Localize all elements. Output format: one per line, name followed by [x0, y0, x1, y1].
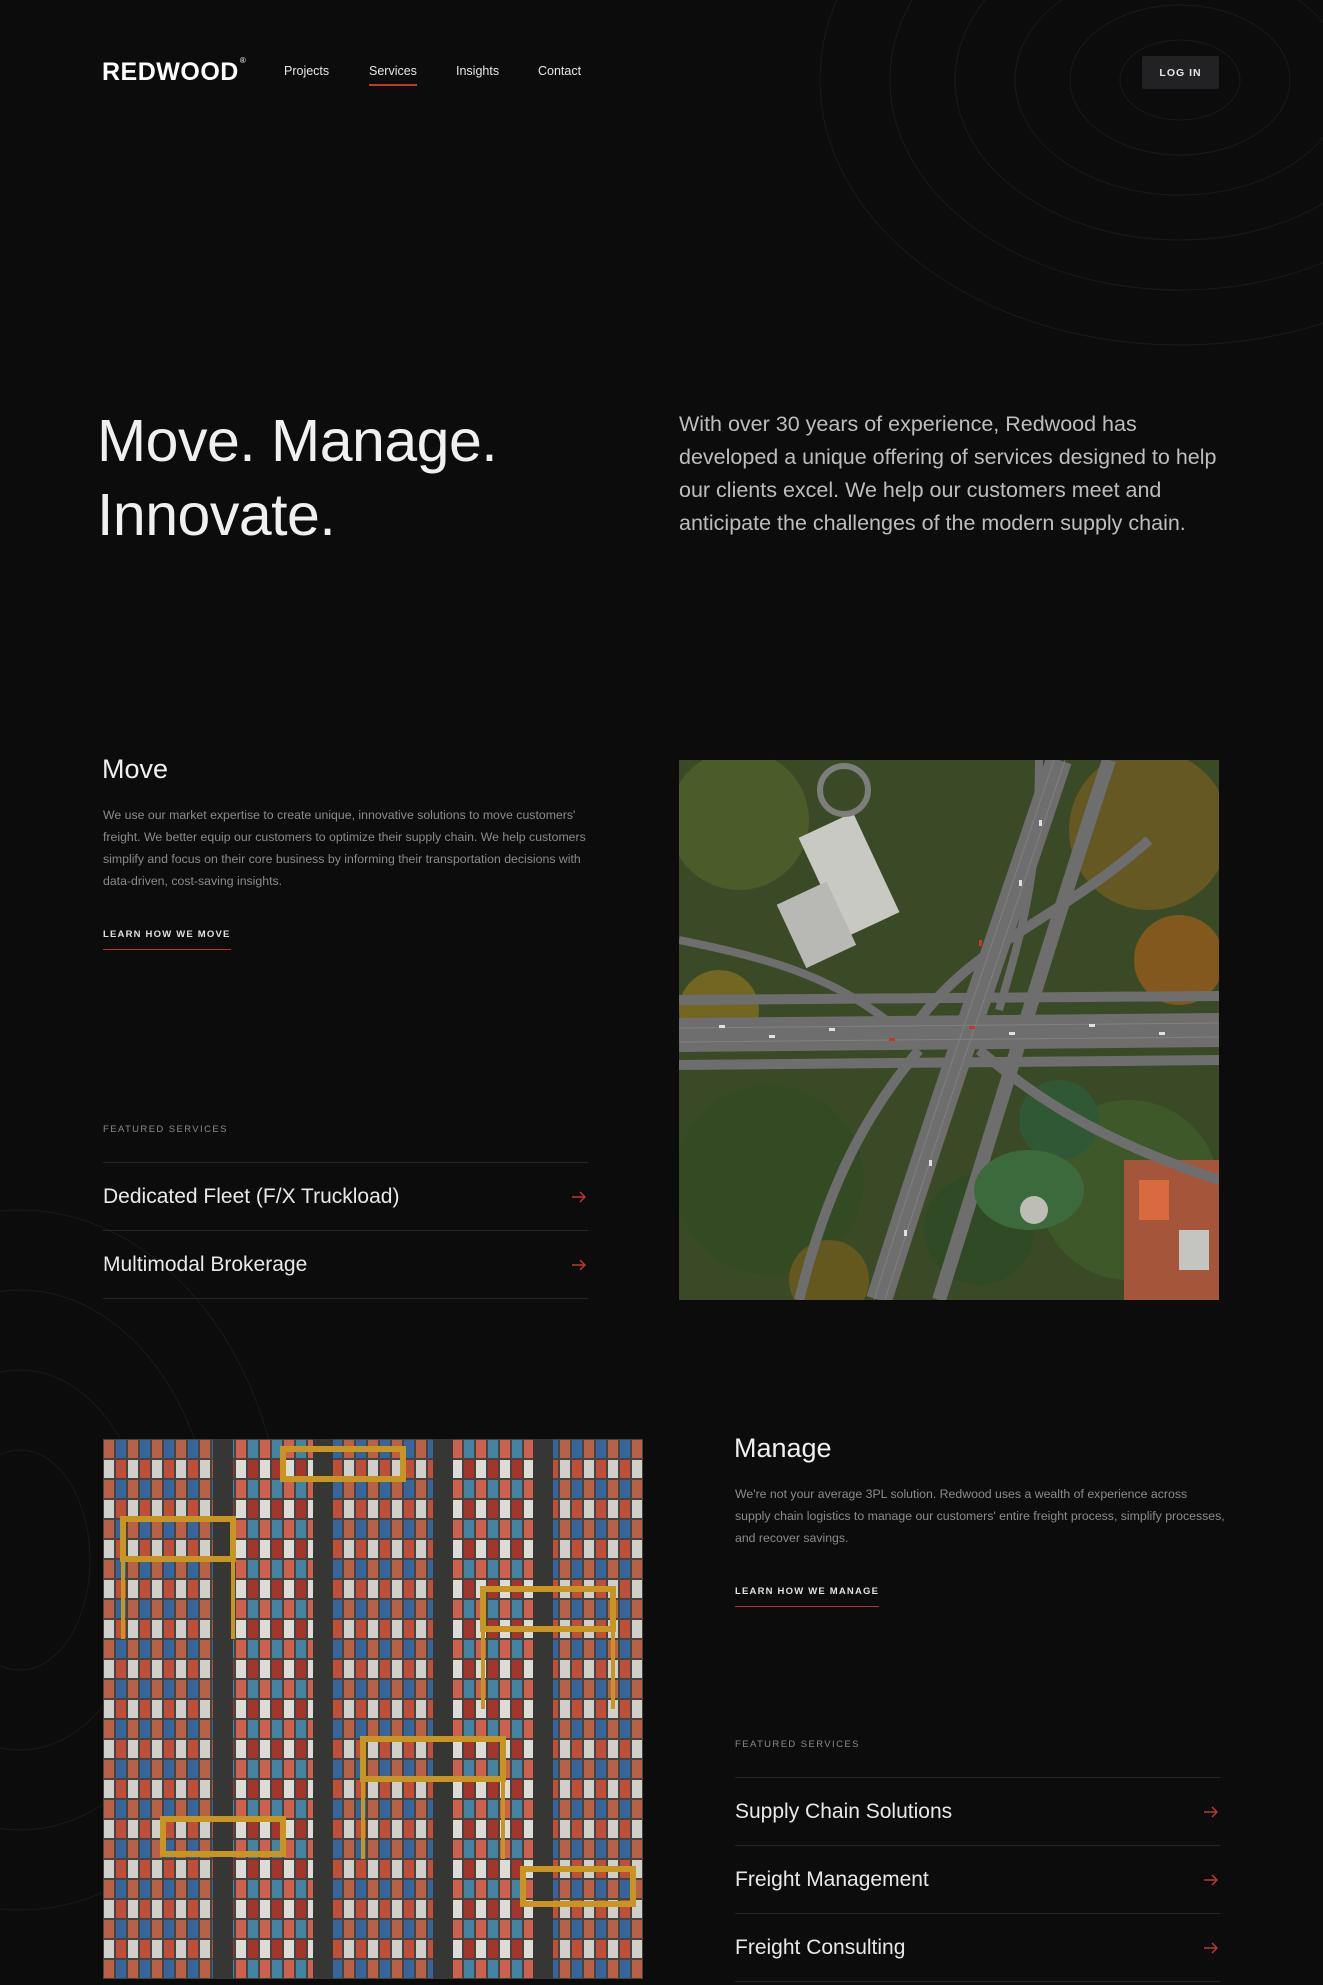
nav-contact[interactable]: Contact	[538, 64, 582, 78]
brand-logo[interactable]	[102, 58, 246, 87]
arrow-right-icon	[570, 1258, 588, 1272]
nav-projects[interactable]: Projects	[284, 64, 330, 78]
shipping-port-photo	[103, 1439, 643, 1979]
registered-mark: ®	[239, 56, 247, 65]
hero-title	[97, 404, 657, 552]
service-name: Freight Consulting	[735, 1935, 906, 1959]
arrow-right-icon	[570, 1190, 588, 1204]
arrow-right-icon	[1202, 1805, 1220, 1819]
service-name: Dedicated Fleet (F/X Truckload)	[103, 1184, 400, 1208]
service-name: Multimodal Brokerage	[103, 1252, 308, 1276]
learn-how-we-manage-link[interactable]: LEARN HOW WE MANAGE	[735, 1586, 879, 1607]
manage-title: Manage	[734, 1433, 832, 1463]
manage-services-list	[735, 1777, 1220, 1982]
highway-interchange-photo	[679, 760, 1219, 1300]
arrow-right-icon	[1202, 1873, 1220, 1887]
service-row-dedicated-fleet[interactable]	[103, 1163, 588, 1231]
move-title: Move	[102, 754, 169, 784]
hero-description: With over 30 years of experience, Redwood has developed a unique offering of services designed to help our clients excel. We help our customers meet and anticipate the challenges of the modern supply chain.	[679, 412, 1217, 535]
move-featured-label: FEATURED SERVICES	[103, 1124, 228, 1135]
move-services-list	[103, 1162, 588, 1299]
nav-insights[interactable]: Insights	[456, 64, 500, 78]
nav-services[interactable]: Services	[369, 64, 417, 78]
hero-title-line-1: Move. Manage.	[97, 408, 498, 474]
service-row-freight-consulting[interactable]	[735, 1914, 1220, 1982]
service-row-supply-chain-solutions[interactable]	[735, 1778, 1220, 1846]
manage-featured-label: FEATURED SERVICES	[735, 1739, 860, 1750]
hero-title-line-2: Innovate.	[97, 482, 336, 548]
service-name: Freight Management	[735, 1867, 929, 1891]
login-button[interactable]: LOG IN	[1142, 56, 1219, 89]
service-row-freight-management[interactable]	[735, 1846, 1220, 1914]
move-body: We use our market expertise to create unique, innovative solutions to move customers' freight. We better equip our customers to optimize their supply chain. We help customers simplify and focus on their core business by informing their transportation decisions with data-driven, cost-saving insights.	[103, 808, 586, 888]
service-row-multimodal-brokerage[interactable]	[103, 1231, 588, 1299]
learn-how-we-move-link[interactable]: LEARN HOW WE MOVE	[103, 929, 231, 950]
brand-name: REDWOOD	[102, 58, 239, 86]
manage-body: We're not your average 3PL solution. Redwood uses a wealth of experience across supply chain logistics to manage our customers' entire freight process, simplify processes, and recover savings.	[735, 1487, 1225, 1545]
service-name: Supply Chain Solutions	[735, 1799, 953, 1823]
arrow-right-icon	[1202, 1941, 1220, 1955]
